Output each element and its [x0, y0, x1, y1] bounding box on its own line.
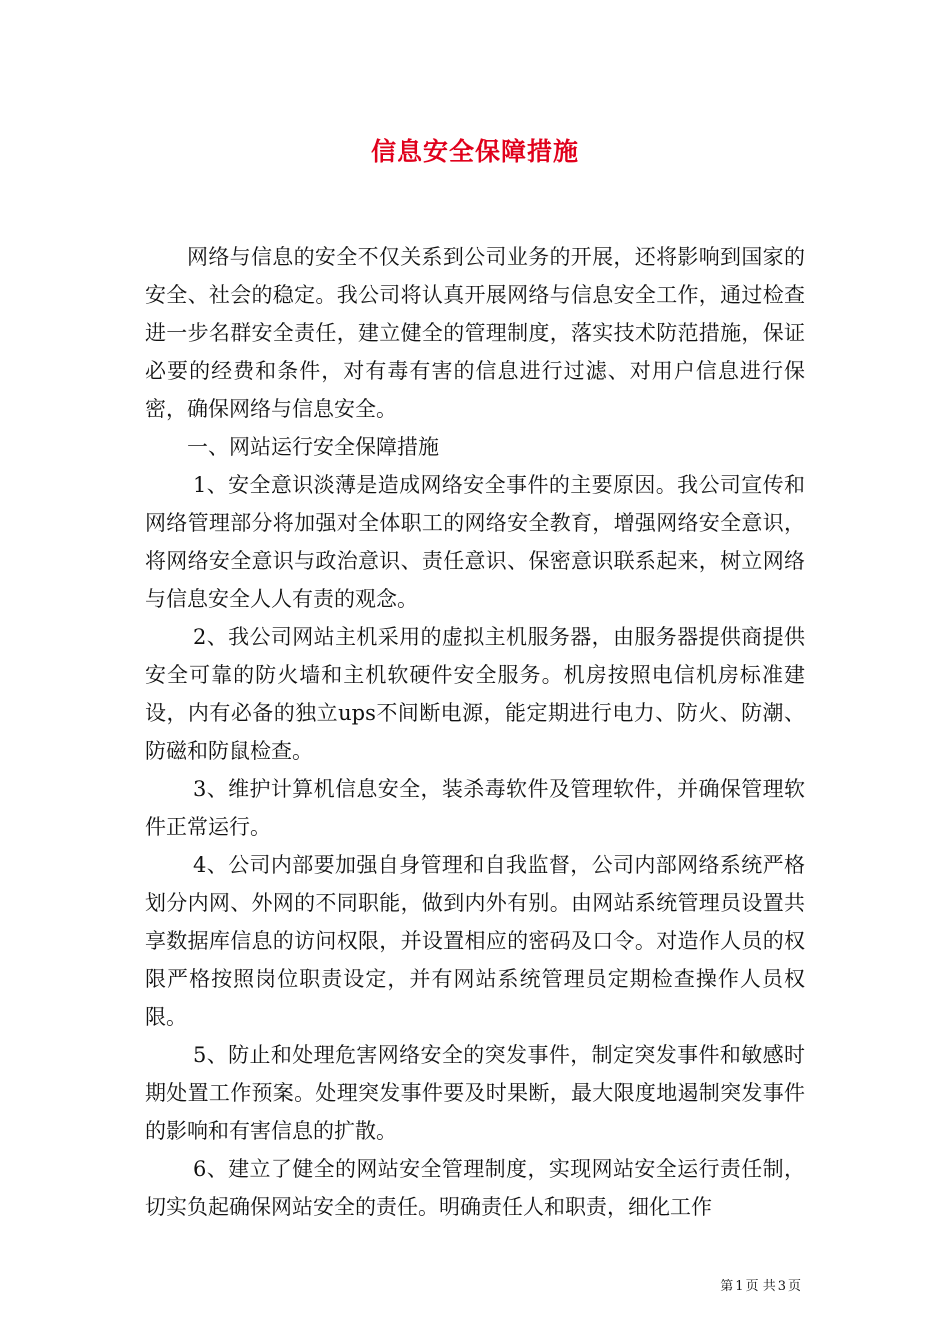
item-paragraph-2: 2、我公司网站主机采用的虚拟主机服务器，由服务器提供商提供安全可靠的防火墙和主机软硬件安全服务。机房按照电信机房标准建设，内有必备的独立ups不间断电源，能定期进行电力、防火、防潮、防磁和防鼠检查。 — [145, 625, 805, 763]
footer-mid: 页 共 — [745, 1279, 776, 1294]
item-paragraph-3: 3、维护计算机信息安全，装杀毒软件及管理软件，并确保管理软件正常运行。 — [145, 777, 805, 839]
document-title: 信息安全保障措施 — [370, 137, 579, 166]
footer-current-page: 1 — [735, 1279, 744, 1294]
footer-suffix: 页 — [787, 1279, 801, 1294]
footer-total-pages: 3 — [777, 1279, 786, 1294]
document-body — [145, 238, 805, 1226]
item-paragraph-5: 5、防止和处理危害网络安全的突发事件，制定突发事件和敏感时期处置工作预案。处理突发事件要及时果断，最大限度地遏制突发事件的影响和有害信息的扩散。 — [145, 1043, 805, 1143]
page-number-footer — [719, 1275, 802, 1294]
intro-paragraph: 网络与信息的安全不仅关系到公司业务的开展，还将影响到国家的安全、社会的稳定。我公司将认真开展网络与信息安全工作，通过检查进一步名群安全责任，建立健全的管理制度，落实技术防范措施，保证必要的经费和条件，对有毒有害的信息进行过滤、对用户信息进行保密，确保网络与信息安全。 — [145, 245, 805, 421]
item-paragraph-6: 6、建立了健全的网站安全管理制度，实现网站安全运行责任制，切实负起确保网站安全的责任。明确责任人和职责，细化工作 — [145, 1157, 805, 1219]
item-paragraph-1: 1、安全意识淡薄是造成网络安全事件的主要原因。我公司宣传和网络管理部分将加强对全体职工的网络安全教育，增强网络安全意识，将网络安全意识与政治意识、责任意识、保密意识联系起来，树立网络与信息安全人人有责的观念。 — [145, 473, 805, 611]
footer-prefix: 第 — [720, 1279, 734, 1294]
item-paragraph-4: 4、公司内部要加强自身管理和自我监督，公司内部网络系统严格划分内网、外网的不同职能，做到内外有别。由网站系统管理员设置共享数据库信息的访问权限，并设置相应的密码及口令。对造作人员的权限严格按照岗位职责设定，并有网站系统管理员定期检查操作人员权限。 — [145, 853, 805, 1029]
section-heading: 一、网站运行安全保障措施 — [187, 435, 439, 459]
